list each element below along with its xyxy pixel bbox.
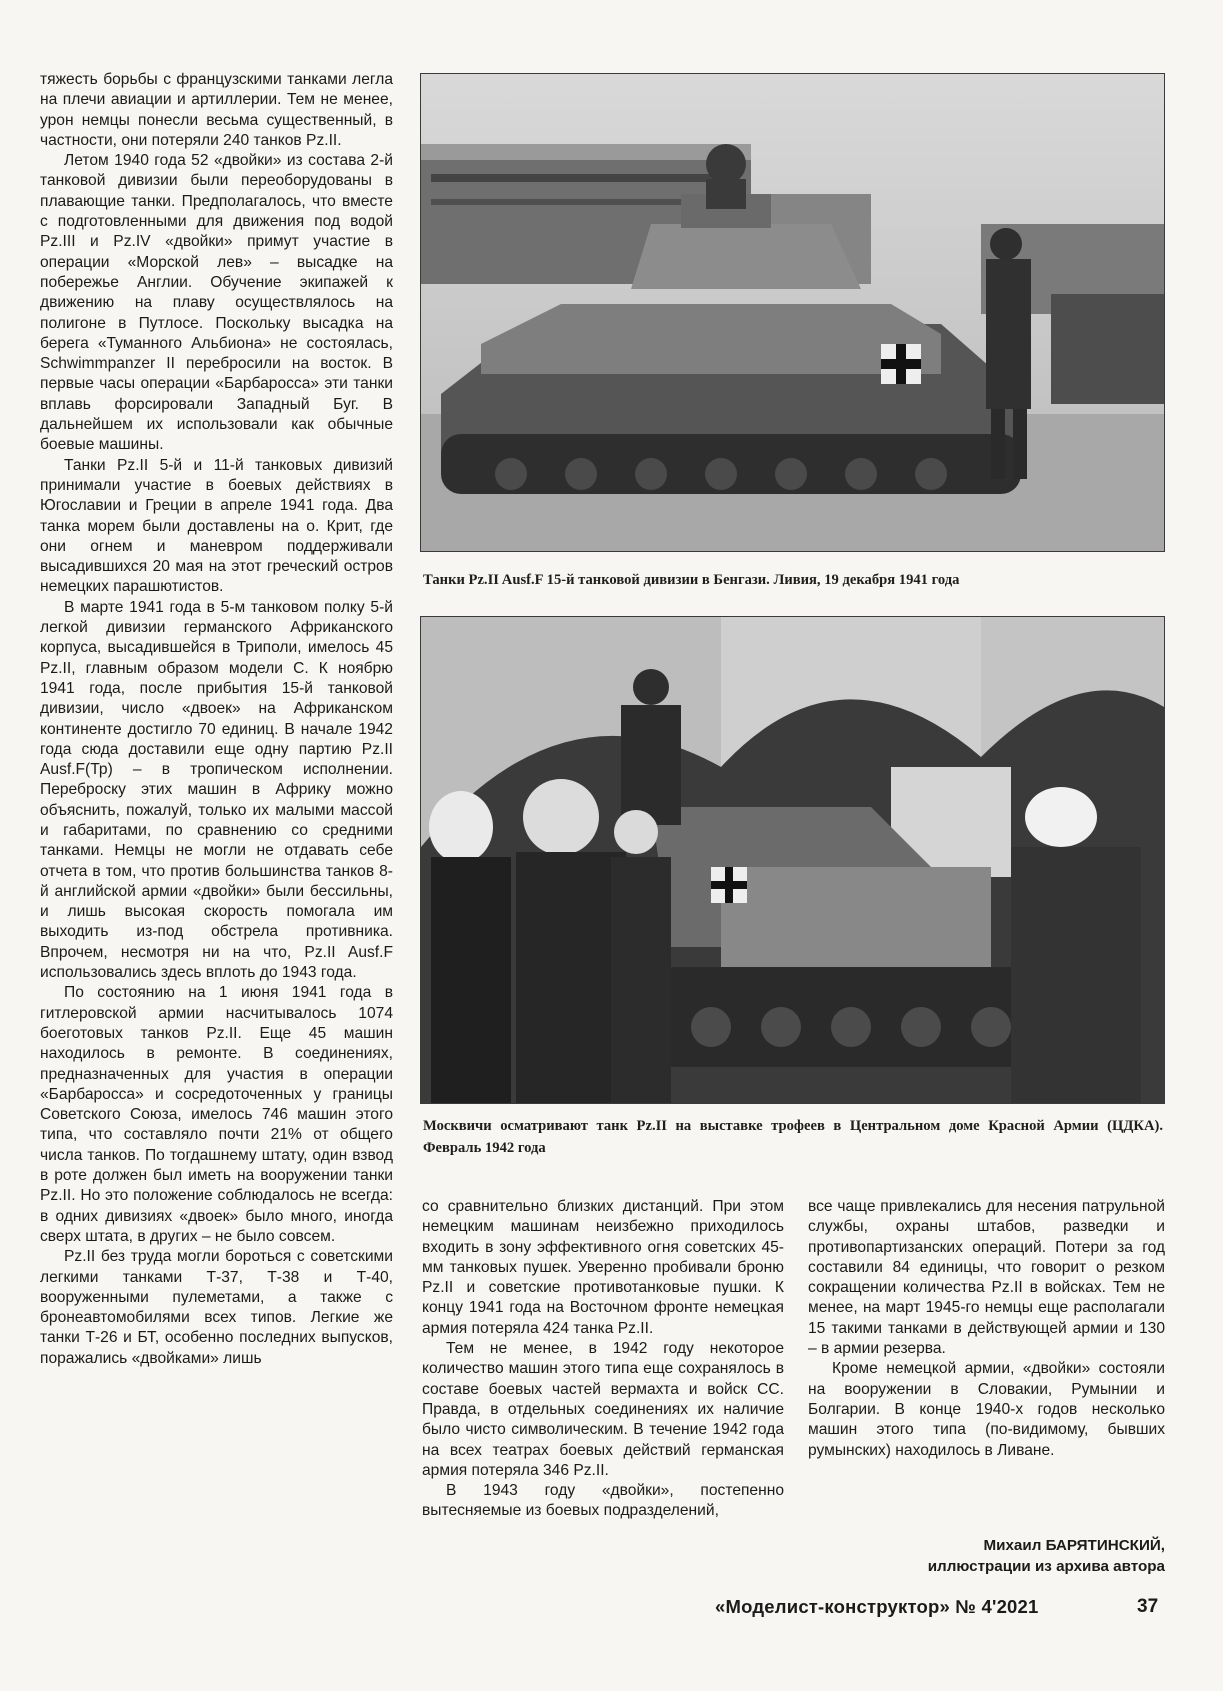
right-text-column (808, 1197, 1165, 1461)
photo-moscow-exhibition (420, 616, 1165, 1104)
paragraph: Кроме немецкой армии, «двойки» состояли на вооружении в Словакии, Румынии и Болгарии. В конце 1940-х годов несколько машин этого типа (по-видимому, бывших румынских) находилось в Ливане. (808, 1360, 1165, 1459)
paragraph: тяжесть борьбы с французскими танками легла на плечи авиации и артиллерии. Тем не менее, урон немцы понесли весьма существенный, в частности, они потеряли 240 танков Pz.II. (40, 71, 393, 149)
paragraph: Летом 1940 года 52 «двойки» из состава 2-й танковой дивизии были переоборудованы в плавающие танки. Предполагалось, что вместе с подготовленными для движения под водой Pz.III и Pz.IV «двойки» примут участие в операции «Морской лев» – высадке на побережье Англии. Обучение экипажей к движению на плаву осуществлялось на полигоне в Путлосе. Поскольку высадка на берега «Туманного Альбиона» не состоялась, Schwimmpanzer II перебросили на восток. В первые часы операции «Барбаросса» эти танки вплавь форсировали Западный Буг. В дальнейшем их использовали как обычные боевые машины. (40, 152, 393, 454)
author-signature (928, 1535, 1165, 1577)
photo-caption-top: Танки Pz.II Ausf.F 15-й танковой дивизии в Бенгази. Ливия, 19 декабря 1941 года (423, 572, 960, 588)
middle-text-column (422, 1197, 784, 1522)
paragraph: В марте 1941 года в 5-м танковом полку 5-й легкой дивизии германского Африканского корпуса, высадившейся в Триполи, имелось 45 Pz.II, главным образом модели С. К ноябрю 1941 года, после прибытия 15-й танковой дивизии, число «двоек» на Африканском континенте достигло 70 единиц. В начале 1942 года сюда доставили еще одну партию Pz.II Ausf.F(Тр) – в тропическом исполнении. Переброску этих машин в Африку можно объяснить, пожалуй, только их малыми массой и габаритами, по сравнению со средними танками. Немцы не могли не отдавать себе отчета в том, что против большинства танков 8-й английской армии «двойки» были бессильны, и лишь высокая скорость помогала им выходить из-под обстрела противника. Впрочем, несмотря ни на что, Pz.II Ausf.F использовались здесь вплоть до 1943 года. (40, 598, 393, 982)
illustration-credit: иллюстрации из архива автора (927, 1558, 1165, 1575)
magazine-title: «Моделист-конструктор» № 4'2021 (715, 1596, 1039, 1617)
photo-tanks-benghazi (420, 73, 1165, 552)
left-text-column (40, 70, 393, 1369)
tank-photo-illustration (421, 74, 1164, 551)
paragraph: По состоянию на 1 июня 1941 года в гитлеровской армии насчитывалось 1074 боеготовых танков Pz.II. Еще 45 машин находилось в ремонте. В соединениях, предназначенных для участия в операции «Барбаросса» и сосредоточенных у границы Советского Союза, имелось 746 машин этого типа, что составляло почти 21% от общего числа танков. По тогдашнему штату, один взвод в роте должен был иметь на вооружении танки Pz.II. Но это положение соблюдалось не всегда: в одних дивизиях «двоек» было много, иногда сверх штата, в других – не было совсем. (40, 984, 393, 1245)
page-number: 37 (1137, 1596, 1159, 1617)
paragraph: Танки Pz.II 5-й и 11-й танковых дивизий принимали участие в боевых действиях в Югославии и Греции в апреле 1941 года. Два танка морем были доставлены на о. Крит, где они огнем и маневром поддерживали высадившихся 20 мая на этот греческий остров немецких парашютистов. (40, 456, 393, 596)
photo-caption-bottom: Москвичи осматривают танк Pz.II на выставке трофеев в Центральном доме Красной Армии (ЦДКА). Февраль 1942 года (423, 1118, 1163, 1156)
exhibition-photo-illustration (421, 617, 1164, 1103)
paragraph: Pz.II без труда могли бороться с советскими легкими танками Т-37, Т-38 и Т-40, вооруженными пулеметами, а также с бронеавтомобилями всех типов. Легкие же танки Т-26 и БТ, особенно последних выпусков, поражались «двойками» лишь (40, 1248, 393, 1367)
author-name: Михаил БАРЯТИНСКИЙ, (983, 1537, 1165, 1554)
paragraph: со сравнительно близких дистанций. При этом немецким машинам неизбежно приходилось входить в зону эффективного огня советских 45-мм танковых пушек. Уверенно пробивали броню Pz.II и советские противотанковые пушки. К концу 1941 года на Восточном фронте немецкая армия потеряла 424 танка Pz.II. (422, 1198, 784, 1337)
paragraph: все чаще привлекались для несения патрульной службы, охраны штабов, разведки и противопартизанских операций. Потери за год составили 84 единицы, что говорит о резком сокращении количества Pz.II в войсках. Тем не менее, на март 1945-го немцы еще располагали 15 такими танками в действующей армии и 130 – в армии резерва. (808, 1198, 1165, 1358)
paragraph: Тем не менее, в 1942 году некоторое количество машин этого типа еще сохранялось в составе боевых частей вермахта и войск СС. Правда, в отдельных соединениях их наличие было чисто символическим. В течение 1942 года на всех театрах боевых действий германская армия потеряла 346 Pz.II. (422, 1340, 784, 1479)
paragraph: В 1943 году «двойки», постепенно вытесняемые из боевых подразделений, (422, 1482, 784, 1520)
